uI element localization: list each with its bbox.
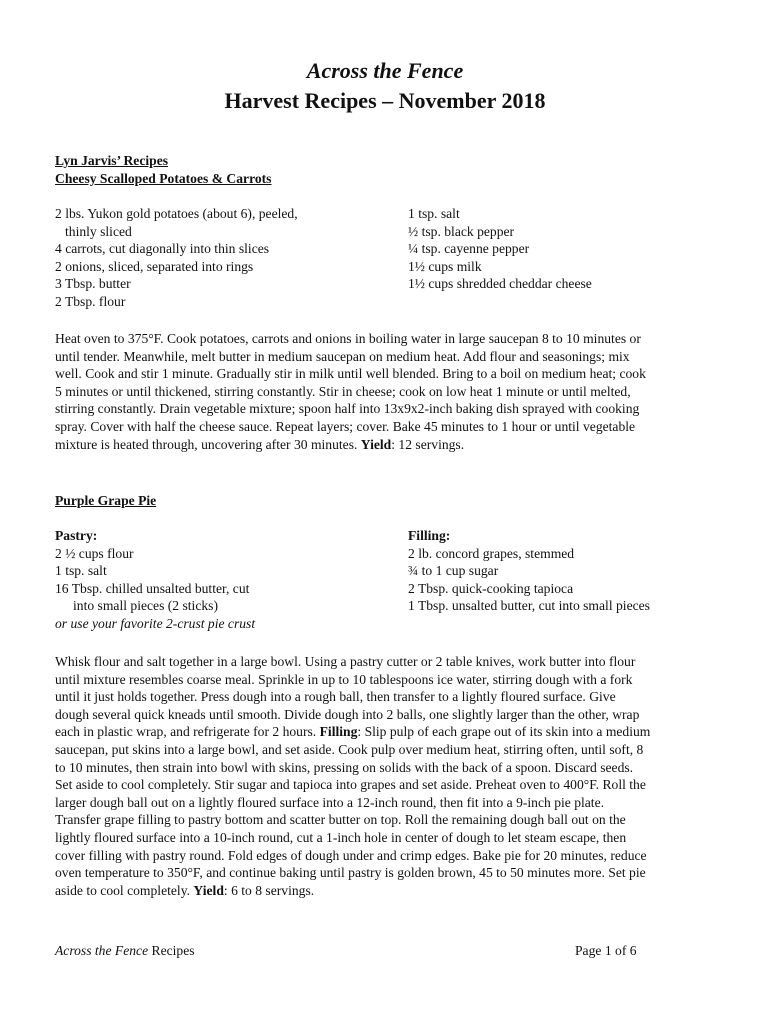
yield-label: Yield — [360, 436, 392, 452]
direction-line: lightly floured surface into a 10-inch round, cut a 1-inch hole in center of dough to let steam escape, then — [55, 829, 627, 845]
footer-recipes: Recipes — [148, 943, 195, 958]
filling-item: ¾ to 1 cup sugar — [408, 563, 499, 579]
ingredient-item: 3 Tbsp. butter — [55, 276, 131, 292]
direction-line: until mixture resembles coarse meal. Sprinkle in up to 10 tablespoons ice water, stirring dough with a fork — [55, 671, 633, 687]
author-heading: Lyn Jarvis’ Recipes — [55, 153, 169, 168]
filling-column — [408, 527, 650, 615]
direction-line: saucepan, put skins into a large bowl, and set aside. Cook pulp over medium heat, stirring often, until soft, 8 — [55, 741, 644, 757]
direction-text: each in plastic wrap, and refrigerate for 2 hours. — [55, 724, 317, 740]
page-number: Page 1 of 6 — [575, 943, 637, 958]
direction-text: mixture is heated through, uncovering after 30 minutes. — [55, 436, 361, 452]
direction-line: Heat oven to 375°F. Cook potatoes, carrots and onions in boiling water in large saucepan 8 to 10 minutes or — [55, 331, 641, 346]
ingredient-item: 1½ cups shredded cheddar cheese — [408, 276, 592, 292]
document-subtitle: Harvest Recipes – November 2018 — [224, 88, 546, 113]
footer-left — [55, 942, 195, 959]
direction-line: cover filling with pastry round. Fold edges of dough under and crimp edges. Bake pie for 20 minutes, reduce — [55, 847, 647, 863]
ingredient-item: 2 lbs. Yukon gold potatoes (about 6), peeled, — [55, 206, 298, 221]
direction-line: larger dough ball out on a lightly floured surface into a 12-inch round, then fit into a 9-inch pie plate. — [55, 794, 605, 810]
direction-text: : Slip pulp of each grape out of its skin into a medium — [357, 724, 651, 740]
pastry-column — [55, 527, 255, 633]
directions-scalloped — [55, 330, 720, 453]
document-title: Across the Fence — [306, 58, 464, 83]
ingredient-item: ½ tsp. black pepper — [408, 223, 515, 239]
directions-grape-pie — [55, 653, 720, 899]
direction-line — [55, 882, 720, 900]
direction-line: spray. Cover with half the cheese sauce. Repeat layers; cover. Bake 45 minutes to 1 hour or until vegetable — [55, 418, 636, 434]
direction-line: well. Cook and stir 1 minute. Gradually stir in milk until well blended. Bring to a boil on medium heat; cook — [55, 366, 646, 382]
yield-value: : 6 to 8 servings. — [223, 882, 315, 898]
filling-item: 2 Tbsp. quick-cooking tapioca — [408, 580, 574, 596]
direction-line: dough several quick kneads until smooth. Divide dough into 2 balls, one slightly larger than the other, wrap — [55, 706, 640, 722]
yield-value: : 12 servings. — [391, 436, 465, 452]
direction-line: until tender. Meanwhile, melt butter in medium saucepan on medium heat. Add flour and seasonings; mix — [55, 348, 630, 364]
pastry-item: 1 tsp. salt — [55, 563, 107, 579]
direction-line: stirring constantly. Drain vegetable mixture; spoon half into 13x9x2-inch baking dish sprayed with cooking — [55, 401, 640, 417]
footer-publication: Across the Fence — [55, 943, 149, 958]
filling-label: Filling — [319, 724, 358, 740]
ingredient-item: 1½ cups milk — [408, 258, 482, 274]
ingredient-item: 2 Tbsp. flour — [55, 293, 126, 309]
direction-line: 5 minutes or until thickened, stirring constantly. Stir in cheese; cook on low heat 1 minute or until melted, — [55, 383, 631, 399]
ingredients-right — [408, 205, 592, 293]
ingredient-item: 2 onions, sliced, separated into rings — [55, 258, 254, 274]
direction-line — [55, 436, 720, 454]
ingredient-item: 1 tsp. salt — [408, 206, 460, 221]
direction-line: to 10 minutes, then strain into bowl with skins, pressing on solids with the back of a spoon. Discard seeds. — [55, 759, 634, 775]
direction-text: aside to cool completely. — [55, 882, 194, 898]
ingredient-item: thinly sliced — [65, 223, 132, 239]
filling-item: 2 lb. concord grapes, stemmed — [408, 545, 575, 561]
yield-label: Yield — [193, 882, 224, 898]
pastry-heading: Pastry: — [55, 528, 98, 543]
direction-line: Whisk flour and salt together in a large bowl. Using a pastry cutter or 2 table knives, work butter into flour — [55, 654, 636, 669]
direction-line: until it just holds together. Press dough into a rough ball, then transfer to a lightly floured surface. Give — [55, 689, 616, 705]
pastry-item: 16 Tbsp. chilled unsalted butter, cut — [55, 580, 250, 596]
recipe-title-grape-pie: Purple Grape Pie — [55, 493, 157, 508]
pastry-note: or use your favorite 2-crust pie crust — [55, 615, 256, 631]
direction-line: Set aside to cool completely. Stir sugar and tapioca into grapes and set aside. Preheat oven to 400°F. Roll the — [55, 777, 646, 793]
direction-line — [55, 723, 720, 741]
direction-line: Transfer grape filling to pastry bottom and scatter butter on top. Roll the remaining dough ball out on the — [55, 812, 626, 828]
pastry-item: into small pieces (2 sticks) — [73, 598, 218, 614]
filling-heading: Filling: — [408, 528, 451, 543]
recipe-title-scalloped: Cheesy Scalloped Potatoes & Carrots — [55, 171, 272, 186]
direction-line: oven temperature to 350°F, and continue baking until pastry is golden brown, 45 to 50 minutes more. Set pie — [55, 865, 646, 881]
filling-item: 1 Tbsp. unsalted butter, cut into small pieces — [408, 598, 650, 614]
ingredients-left — [55, 205, 298, 311]
ingredient-item: ¼ tsp. cayenne pepper — [408, 241, 530, 257]
pastry-item: 2 ½ cups flour — [55, 545, 134, 561]
ingredient-item: 4 carrots, cut diagonally into thin slices — [55, 241, 270, 257]
